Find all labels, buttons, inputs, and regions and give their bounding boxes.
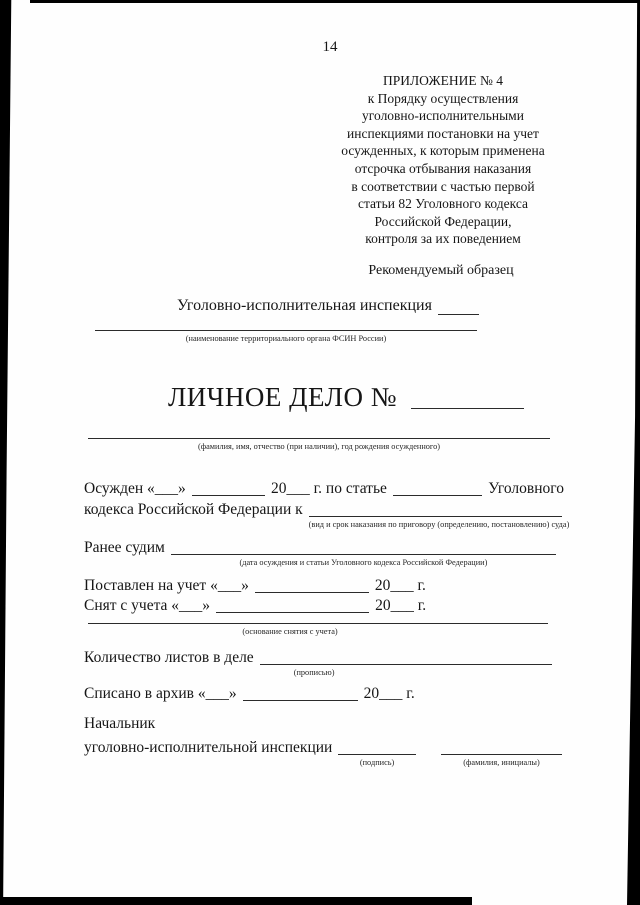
blank-rule: [260, 648, 552, 665]
appendix-header-line: ПРИЛОЖЕНИЕ № 4: [382, 73, 504, 88]
appendix-header-line: в соответствии с частью первой: [351, 178, 535, 194]
deregistered-row: [84, 596, 426, 615]
chief-label-2: уголовно-исполнительной инспекции: [84, 739, 333, 756]
name-blank: [441, 738, 562, 768]
appendix-header: [330, 72, 556, 248]
prior-conviction-blank: [171, 538, 556, 568]
name-caption: (фамилия, инициалы): [463, 758, 540, 767]
sheets-count-blank: [260, 648, 552, 678]
punishment-blank: [308, 500, 570, 530]
case-number-blank: [411, 402, 524, 409]
registered-date-blank: [255, 576, 369, 593]
convicted-text-1: Осужден «___»: [84, 480, 186, 497]
signature-blank: [338, 738, 415, 768]
signature-caption: (подпись): [359, 758, 395, 767]
deregistered-date-blank: [216, 596, 369, 613]
inspection-blank: [438, 298, 479, 315]
scan-edge-left: [0, 0, 12, 905]
inspection-rule: [95, 330, 477, 344]
appendix-header-line: уголовно-исполнительными: [362, 108, 524, 124]
convicted-text-2: 20___ г. по статье: [270, 480, 387, 497]
scan-edge-top: [30, 0, 640, 3]
prior-conviction-caption: (дата осуждения и статьи Уголовного кодекса Российской Федерации): [239, 558, 488, 567]
blank-rule: [441, 738, 562, 755]
deregistered-label: Снят с учета «___»: [84, 597, 211, 614]
prior-conviction-label: Ранее судим: [84, 539, 165, 556]
registered-suffix: 20___ г.: [374, 577, 426, 594]
sheets-count-label: Количество листов в деле: [84, 649, 254, 666]
blank-rule: [171, 538, 556, 555]
appendix-header-line: статьи 82 Уголовного кодекса: [357, 196, 528, 212]
scan-edge-bottom: [0, 897, 472, 905]
registered-label: Поставлен на учет «___»: [84, 577, 249, 594]
archived-row: [84, 684, 415, 703]
convicted-date-blank: [192, 479, 265, 496]
recommended-sample-label: Рекомендуемый образец: [368, 263, 514, 278]
convicted-article-blank: [393, 479, 482, 496]
inspection-label: Уголовно-исполнительная инспекция: [177, 297, 432, 314]
deregistration-rule: [88, 623, 548, 637]
case-title: ЛИЧНОЕ ДЕЛО №: [168, 382, 397, 412]
archived-date-blank: [243, 684, 358, 701]
chief-row-2: [84, 738, 562, 768]
convicted-row-2: [84, 500, 570, 530]
person-caption: (фамилия, имя, отчество (при наличии), год рождения осужденного): [197, 442, 441, 451]
registered-row: [84, 576, 426, 595]
appendix-header-line: инспекциями постановки на учет: [347, 125, 539, 141]
chief-label-1: Начальник: [84, 715, 156, 732]
prior-conviction-row: [84, 538, 556, 568]
appendix-header-line: отсрочка отбывания наказания: [354, 160, 532, 176]
deregistered-suffix: 20___ г.: [375, 597, 427, 614]
person-rule: [88, 438, 550, 452]
inspection-caption: (наименование территориального органа ФСИН России): [185, 334, 387, 343]
sheets-count-row: [84, 648, 552, 678]
sheets-count-caption: (прописью): [293, 668, 335, 677]
archived-suffix: 20___ г.: [363, 685, 415, 702]
deregistration-caption: (основание снятия с учета): [242, 627, 338, 636]
page-number: 14: [322, 39, 338, 55]
appendix-header-line: Российской Федерации,: [374, 213, 512, 229]
chief-row-1: [84, 714, 155, 733]
punishment-caption: (вид и срок наказания по приговору (определению, постановлению) суда): [308, 520, 570, 529]
inspection-row: [177, 296, 479, 315]
scan-edge-right: [627, 0, 640, 905]
blank-rule: [338, 738, 415, 755]
convicted-text-3: Уголовного: [488, 480, 564, 497]
appendix-header-line: контроля за их поведением: [365, 231, 521, 247]
appendix-header-line: осужденных, к которым применена: [341, 143, 545, 159]
archived-label: Списано в архив «___»: [84, 685, 237, 702]
convicted-text-4: кодекса Российской Федерации к: [84, 501, 303, 518]
blank-rule: [309, 500, 562, 517]
appendix-header-line: к Порядку осуществления: [367, 90, 519, 106]
convicted-row-1: [84, 479, 564, 498]
case-title-row: [168, 382, 524, 412]
